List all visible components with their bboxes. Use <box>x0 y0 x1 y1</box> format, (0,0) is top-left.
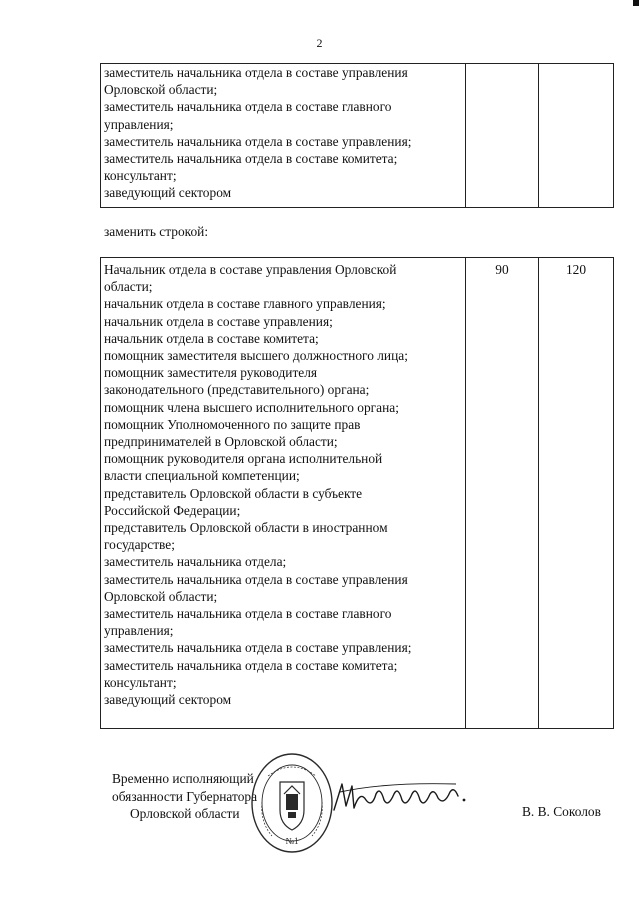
signatory-name: В. В. Соколов <box>522 804 601 819</box>
new-row-value-2: 120 <box>539 258 614 729</box>
table-text-line: заместитель начальника отдела в составе управления <box>104 65 408 80</box>
table-text-line: заместитель начальника отдела в составе главного <box>104 99 392 115</box>
table-text-line: Российской Федерации; <box>104 502 241 518</box>
old-row-description <box>101 64 466 208</box>
old-row-value-1 <box>466 64 539 208</box>
table-text-line: законодательного (представительного) органа; <box>104 382 370 398</box>
scan-corner-mark <box>633 0 639 6</box>
table-text-line: заместитель начальника отдела в составе управления; <box>104 133 412 149</box>
table-text-line: управления; <box>104 116 174 132</box>
old-row-value-2 <box>539 64 614 208</box>
table-text-line: начальник отдела в составе управления; <box>104 313 333 329</box>
table-text-line: помощник руководителя органа исполнительной <box>104 451 383 467</box>
table-text-line: заведующий сектором <box>104 692 232 708</box>
replace-instruction: заменить строкой: <box>104 224 209 239</box>
table-text-line: заведующий сектором <box>104 185 232 201</box>
table-text-line: государстве; <box>104 537 175 553</box>
table-text-line: власти специальной компетенции; <box>104 468 300 484</box>
table-text-line: начальник отдела в составе комитета; <box>104 330 319 346</box>
table-text-line: представитель Орловской области в субъекте <box>104 485 363 501</box>
table-text-line: помощник члена высшего исполнительного органа; <box>104 399 399 415</box>
table-text-line: заместитель начальника отдела в составе главного <box>104 606 392 622</box>
table-row <box>101 64 614 208</box>
page-number: 2 <box>316 36 323 50</box>
table-row <box>101 258 614 729</box>
table-text-line: заместитель начальника отдела в составе управления; <box>104 640 412 656</box>
table-text-line: заместитель начальника отдела; <box>104 554 287 570</box>
table-text-line: заместитель начальника отдела в составе комитета; <box>104 657 398 673</box>
table-text-line: помощник заместителя высшего должностного лица; <box>104 348 408 364</box>
handwritten-signature <box>326 770 476 820</box>
table-text-line: Начальник отдела в составе управления Орловской <box>104 262 397 277</box>
table-text-line: помощник заместителя руководителя <box>104 365 318 381</box>
table-text-line: Орловской области; <box>104 82 218 98</box>
table-text-line: помощник Уполномоченного по защите прав <box>104 416 361 432</box>
new-row-value-1: 90 <box>466 258 539 729</box>
table-text-line: представитель Орловской области в иностранном <box>104 520 388 536</box>
table-text-line: предпринимателей в Орловской области; <box>104 434 338 450</box>
table-text-line: заместитель начальника отдела в составе управления <box>104 571 408 587</box>
signature-title-block <box>112 770 257 823</box>
table-text-line: области; <box>104 279 153 295</box>
table-text-line: управления; <box>104 623 174 639</box>
signature-title-line: Временно исполняющий <box>112 771 254 786</box>
table-text-line: консультант; <box>104 674 177 690</box>
table-text-line: Орловской области; <box>104 588 218 604</box>
old-row-table <box>100 63 614 208</box>
coat-of-arms-seal-icon <box>250 752 334 854</box>
table-text-line: начальник отдела в составе главного управления; <box>104 296 386 312</box>
signature-title-line: обязанности Губернатора <box>112 788 258 804</box>
seal-number: №1 <box>285 836 299 846</box>
table-text-line: консультант; <box>104 168 177 184</box>
new-row-description <box>101 258 466 729</box>
new-row-table <box>100 257 614 729</box>
signature-title-line: Орловской области <box>130 806 240 821</box>
table-text-line: заместитель начальника отдела в составе комитета; <box>104 151 398 167</box>
